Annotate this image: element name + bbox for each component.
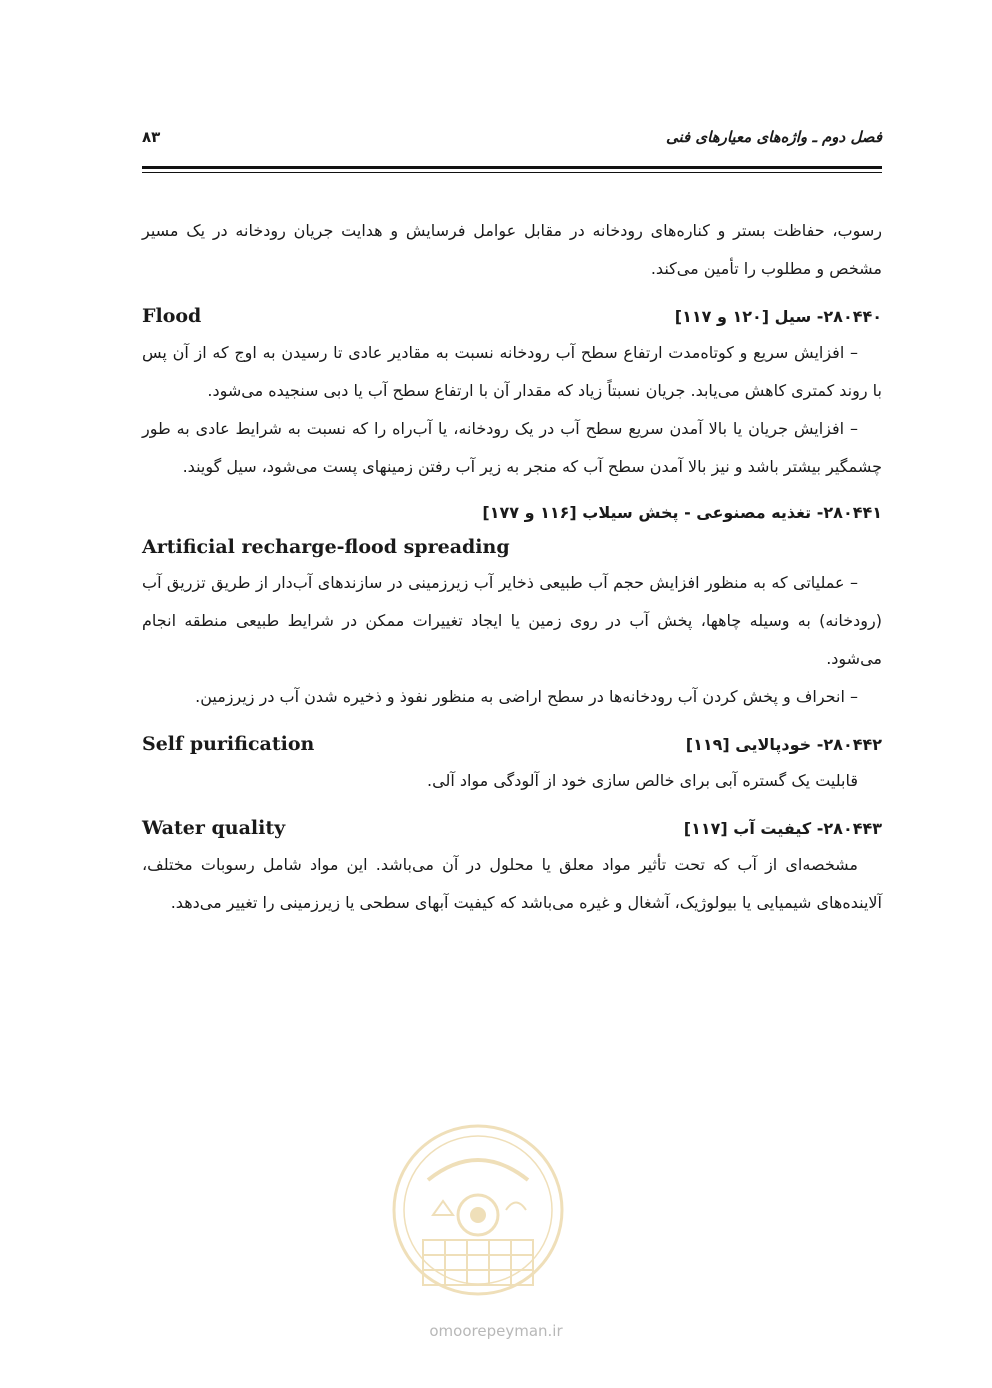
header-rule-thin <box>142 172 882 173</box>
entry-en-title: Artificial recharge-flood spreading <box>142 536 510 558</box>
entry-heading-self-purification <box>142 726 882 762</box>
entry-paragraph: قابلیت یک گستره آبی برای خالص سازی خود از آلودگی مواد آلی. <box>427 771 858 790</box>
entry-paragraph: مشخصه‌ای از آب که تحت تأثیر مواد معلق یا محلول در آن می‌باشد. این مواد شامل رسوبات مختلف، آلاینده‌های شیمیایی یا بیولوژیک، آشغال و غیره می‌باشد که کیفیت آبهای سطحی یا زیرزمینی را تغییر می‌دهد. <box>142 855 882 912</box>
entry-en-title: Flood <box>142 305 202 327</box>
entry-fa-title: ۲۸۰۴۴۳- کیفیت آب [۱۱۷] <box>683 818 882 838</box>
page-body <box>142 212 882 922</box>
entry-paragraph: – عملیاتی که به منظور افزایش حجم آب طبیعی ذخایر آب زیرزمینی در سازندهای آب‌دار از طریق تزریق آب (رودخانه) به وسیله چاهها، پخش آب در روی زمین یا ایجاد تغییرات ممکن در شرایط طبیعی منطقه انجام می‌شود. <box>142 573 882 668</box>
entry-fa-title: ۲۸۰۴۴۰- سیل [۱۲۰ و ۱۱۷] <box>674 306 882 326</box>
chapter-title: فصل دوم ـ واژه‌های معیارهای فنی <box>665 128 882 146</box>
entry-paragraph: – انحراف و پخش کردن آب رودخانه‌ها در سطح اراضی به منظور نفوذ و ذخیره شدن آب در زیرزمین. <box>195 687 858 706</box>
entry-en-title: Self purification <box>142 733 315 755</box>
entry-heading-flood <box>142 298 882 334</box>
entry-en-title: Water quality <box>142 817 286 839</box>
entry-paragraph: – افزایش سریع و کوتاه‌مدت ارتفاع سطح آب رودخانه نسبت به مقادیر عادی تا رسیدن به اوج که از آن پس با روند کمتری کاهش می‌یابد. جریان نسبتاً زیاد که مقدار آن با ارتفاع سطح آب یا دبی سنجیده می‌شود. <box>142 343 882 400</box>
header-rule-thick <box>142 166 882 169</box>
intro-paragraph: رسوب، حفاظت بستر و کناره‌های رودخانه در مقابل عوامل فرسایش و هدایت جریان رودخانه در یک مسیر مشخص و مطلوب را تأمین می‌کند. <box>142 221 882 278</box>
watermark-logo-icon <box>388 1120 568 1320</box>
entry-paragraph: – افزایش جریان یا بالا آمدن سریع سطح آب در یک رودخانه، یا آب‌راه را که نسبت به شرایط عادی به طور چشمگیر بیشتر باشد و نیز بالا آمدن سطح آب که منجر به زیر آب رفتن زمینهای پست می‌شود، سیل گویند. <box>142 419 882 476</box>
page-header <box>142 128 882 152</box>
entry-fa-title: ۲۸۰۴۴۱- تغذیه مصنوعی - پخش سیلاب [۱۱۶ و ۱۷۷] <box>482 503 882 522</box>
page-number: ۸۳ <box>142 128 161 146</box>
entry-fa-title: ۲۸۰۴۴۲- خودپالایی [۱۱۹] <box>685 734 882 754</box>
watermark-url: omoorepeyman.ir <box>429 1322 563 1340</box>
entry-heading-water-quality <box>142 810 882 846</box>
